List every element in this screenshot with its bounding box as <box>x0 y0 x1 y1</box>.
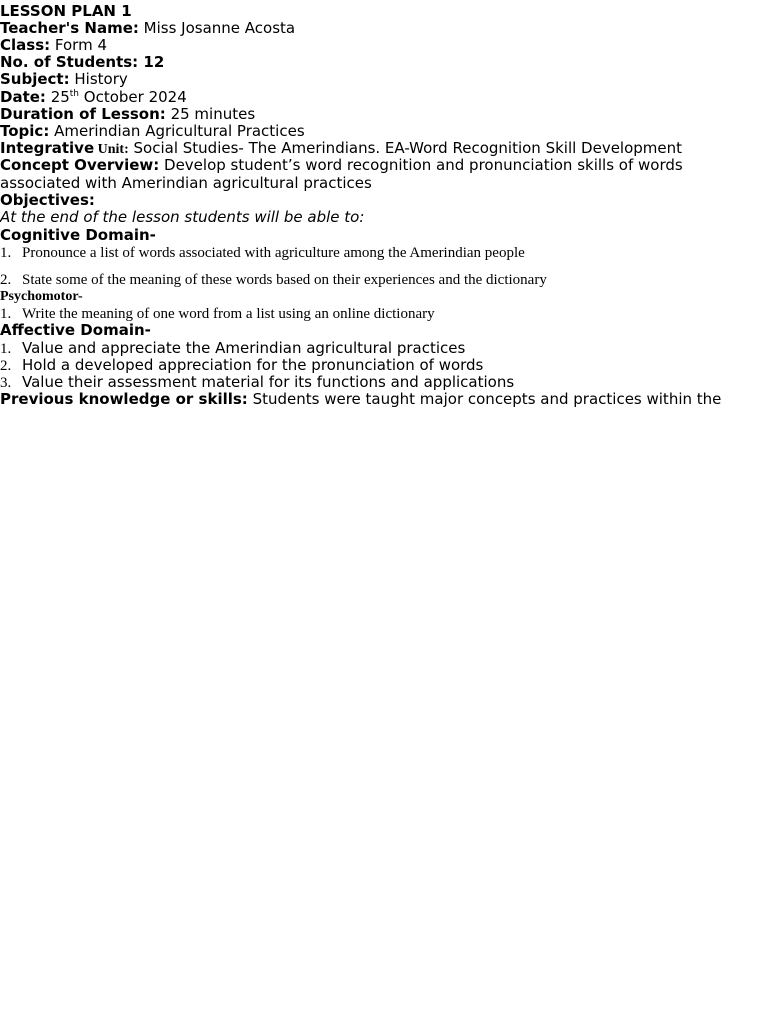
concept-overview-label: Concept Overview: <box>0 156 160 174</box>
objectives-heading: Objectives: <box>0 191 95 209</box>
concept-overview-row <box>0 156 683 174</box>
list-item-number: 1. <box>0 306 12 322</box>
list-item-text: Value and appreciate the Amerindian agricultural practices <box>22 339 466 357</box>
teacher-name-row <box>0 19 295 37</box>
date-suffix: th <box>69 89 80 99</box>
subject-value: History <box>69 70 128 88</box>
topic-label: Topic: <box>0 122 50 140</box>
previous-knowledge-row <box>0 390 721 408</box>
date-day: 25 <box>45 88 70 106</box>
list-item-number: 1. <box>0 341 12 357</box>
list-item <box>0 243 525 262</box>
class-row <box>0 36 107 54</box>
document-title: LESSON PLAN 1 <box>0 2 132 20</box>
list-item-number: 2. <box>0 272 12 288</box>
topic-value: Amerindian Agricultural Practices <box>49 122 305 140</box>
list-item-number: 1. <box>0 245 12 261</box>
concept-overview-value-line1: Develop student’s word recognition and pronunciation skills of words <box>159 156 683 174</box>
list-item-text: Hold a developed appreciation for the pronunciation of words <box>22 356 484 374</box>
topic-row <box>0 122 305 140</box>
psychomotor-heading: Psychomotor- <box>0 289 83 304</box>
integrative-label: Integrative <box>0 139 95 157</box>
integrative-unit-value: Social Studies- The Amerindians. EA-Word Recognition Skill Development <box>128 139 683 157</box>
teacher-name-value: Miss Josanne Acosta <box>138 19 296 37</box>
list-item-text: Value their assessment material for its functions and applications <box>22 373 515 391</box>
students-row: No. of Students: 12 <box>0 53 165 71</box>
list-item-text: Pronounce a list of words associated with agriculture among the Amerindian people <box>22 245 525 261</box>
list-item <box>0 270 547 289</box>
unit-label: Unit: <box>94 142 129 157</box>
class-label: Class: <box>0 36 51 54</box>
duration-row <box>0 105 255 123</box>
teacher-name-label: Teacher's Name: <box>0 19 139 37</box>
duration-label: Duration of Lesson: <box>0 105 166 123</box>
objectives-intro: At the end of the lesson students will be able to: <box>0 208 365 226</box>
previous-knowledge-value: Students were taught major concepts and practices within the <box>247 390 722 408</box>
subject-label: Subject: <box>0 70 70 88</box>
concept-overview-value-line2: associated with Amerindian agricultural practices <box>0 174 372 192</box>
list-item-text: Write the meaning of one word from a list using an online dictionary <box>22 306 435 322</box>
cognitive-domain-heading: Cognitive Domain- <box>0 226 156 244</box>
previous-knowledge-label: Previous knowledge or skills: <box>0 390 248 408</box>
date-row <box>0 88 187 106</box>
list-item-number: 2. <box>0 358 12 374</box>
affective-domain-heading: Affective Domain- <box>0 321 151 339</box>
class-value: Form 4 <box>50 36 108 54</box>
list-item-text: State some of the meaning of these words based on their experiences and the dictionary <box>22 272 547 288</box>
date-rest: October 2024 <box>79 88 187 106</box>
duration-value: 25 minutes <box>165 105 256 123</box>
list-item-number: 3. <box>0 375 12 391</box>
date-label: Date: <box>0 88 46 106</box>
subject-row <box>0 70 128 88</box>
